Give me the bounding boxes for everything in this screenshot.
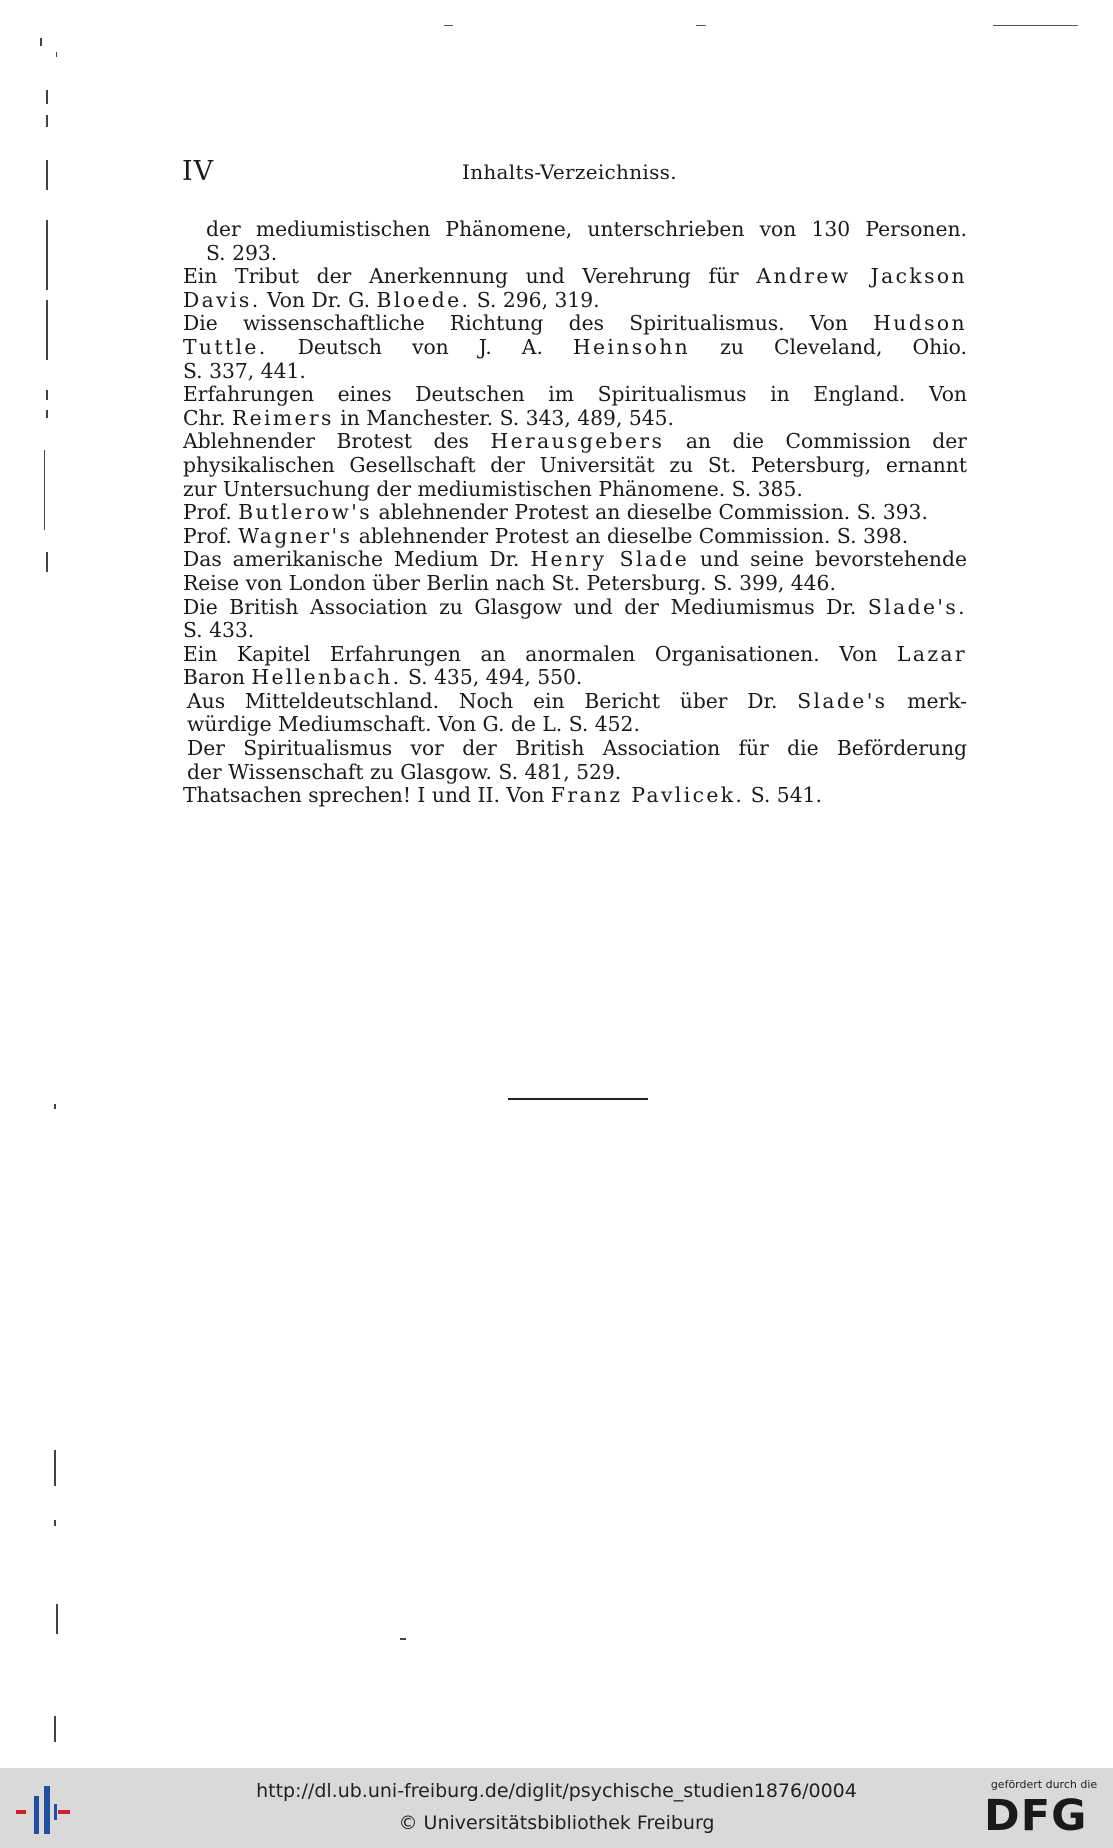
toc-text: S. 541. — [744, 783, 822, 808]
toc-line — [183, 594, 967, 620]
toc-text: der mediumistischen Phänomene, unterschrieben von 130 Personen. — [206, 217, 967, 241]
toc-text: Von Dr. G. — [260, 287, 377, 312]
toc-line — [183, 358, 967, 384]
footer-url[interactable]: http://dl.ub.uni-freiburg.de/diglit/psychische_studien1876/0004 — [256, 1780, 857, 1802]
toc-text: in Manchester. S. 343, 489, 545. — [333, 405, 674, 430]
scan-mark — [44, 450, 45, 530]
toc-text: S. 433. — [183, 618, 255, 643]
footer-bar — [0, 1768, 1113, 1848]
spaced-name: Slade's. — [867, 594, 967, 619]
scan-mark — [46, 552, 48, 572]
toc-text: Reise von London über Berlin nach St. Petersburg. S. 399, 446. — [183, 570, 836, 595]
toc-text: Die wissenschaftliche Richtung des Spiritualismus. Von — [183, 311, 874, 336]
toc-line — [183, 476, 967, 502]
running-title: Inhalts-Verzeichniss. — [462, 160, 677, 184]
toc-line — [183, 429, 967, 454]
scan-mark — [56, 52, 57, 57]
scan-mark — [54, 1716, 56, 1742]
toc-text: Das amerikanische Medium Dr. — [183, 547, 531, 572]
toc-text: Erfahrungen eines Deutschen im Spiritualismus in England. Von — [183, 382, 967, 407]
toc-text: Ein Tribut der Anerkennung und Verehrung für — [183, 264, 757, 289]
toc-entry — [183, 525, 967, 549]
spaced-name: Slade's — [797, 688, 888, 713]
spaced-name: Andrew Jackson — [756, 264, 967, 289]
toc-line — [183, 500, 967, 525]
footer-copyright: © Universitätsbibliothek Freiburg — [398, 1812, 715, 1834]
toc-text: zur Untersuchung der mediumistischen Phänomene. S. 385. — [183, 476, 803, 501]
spaced-name: Lazar — [896, 641, 967, 666]
toc-text: Thatsachen sprechen! I und II. Von — [183, 783, 551, 808]
scan-mark — [54, 1104, 56, 1109]
scan-mark — [46, 115, 48, 127]
toc-text: Deutsch von J. A. — [267, 334, 573, 359]
scan-mark — [46, 300, 48, 360]
toc-entry — [183, 784, 967, 808]
table-of-contents — [183, 218, 967, 808]
toc-line — [183, 641, 967, 667]
spaced-name: Hudson — [873, 311, 967, 336]
toc-text: Baron — [183, 665, 252, 690]
spaced-name: Reimers — [231, 405, 334, 430]
page-number: IV — [182, 156, 215, 187]
toc-entry — [183, 218, 967, 265]
toc-text: Der Spiritualismus vor der British Association für die Beförderung — [187, 736, 967, 761]
spaced-name: Herausgebers — [490, 429, 665, 454]
toc-text: Chr. — [183, 405, 232, 430]
scan-mark — [46, 160, 48, 190]
toc-text: der Wissenschaft zu Glasgow. S. 481, 529. — [187, 759, 622, 784]
scan-mark — [40, 38, 42, 46]
toc-line — [183, 405, 967, 431]
top-rule — [696, 25, 706, 26]
scan-mark — [56, 1604, 58, 1634]
toc-entry — [183, 501, 967, 525]
scan-mark — [54, 1520, 56, 1526]
top-rule — [444, 25, 453, 26]
toc-line — [183, 287, 967, 313]
toc-text: ablehnender Protest an dieselbe Commission. S. 398. — [352, 523, 909, 548]
toc-line — [183, 783, 967, 808]
toc-text: S. 293. — [206, 240, 278, 265]
spaced-name: Wagner's — [238, 523, 353, 548]
toc-entry — [183, 383, 967, 430]
toc-line — [183, 382, 967, 407]
toc-entry — [183, 548, 967, 595]
scan-mark — [46, 90, 48, 104]
scan-mark — [46, 220, 48, 290]
toc-text: Die British Association zu Glasgow und der Mediumismus Dr. — [183, 594, 868, 619]
toc-line — [183, 311, 967, 336]
toc-line — [206, 242, 967, 266]
toc-line — [183, 570, 967, 596]
toc-line — [187, 688, 967, 714]
toc-text: S. 296, 319. — [470, 287, 600, 312]
toc-text: würdige Mediumschaft. Von G. de L. S. 452. — [187, 712, 640, 737]
toc-entry — [183, 596, 967, 643]
toc-line — [183, 665, 967, 690]
toc-line — [183, 523, 967, 549]
toc-entry — [183, 312, 967, 383]
spaced-name: Bloede. — [376, 287, 471, 312]
toc-entry — [183, 690, 967, 737]
toc-line — [183, 547, 967, 572]
spaced-name: Heinsohn — [572, 334, 691, 359]
toc-line — [187, 712, 967, 737]
toc-text: Prof. — [183, 523, 239, 548]
toc-text: S. 435, 494, 550. — [401, 665, 583, 690]
scan-mark — [46, 390, 48, 400]
spaced-name: Butlerow's — [238, 500, 373, 525]
toc-entry — [183, 430, 967, 501]
toc-text: ablehnender Protest an dieselbe Commission. S. 393. — [372, 500, 928, 525]
toc-text: Prof. — [183, 500, 239, 525]
dfg-tagline: gefördert durch die — [990, 1778, 1098, 1791]
dfg-logo-icon — [982, 1778, 1106, 1842]
toc-text: an die Commission der — [664, 429, 967, 454]
scan-mark — [400, 1638, 406, 1640]
spaced-name: Hellenbach. — [251, 665, 402, 690]
toc-entry — [183, 737, 967, 784]
spaced-name: Franz Pavlicek. — [550, 783, 745, 808]
toc-line — [187, 736, 967, 761]
toc-text: Ein Kapitel Erfahrungen an anormalen Organisationen. Von — [183, 641, 897, 666]
toc-text: merk- — [887, 688, 967, 713]
scan-mark — [46, 410, 48, 418]
toc-text: und seine bevorstehende — [689, 547, 967, 572]
spaced-name: Tuttle. — [183, 334, 268, 359]
dfg-wordmark: DFG — [984, 1791, 1088, 1841]
toc-line — [183, 452, 967, 478]
toc-entry — [183, 643, 967, 690]
spaced-name: Davis. — [183, 287, 261, 312]
toc-text: zu Cleveland, Ohio. — [690, 334, 967, 359]
toc-entry — [183, 265, 967, 312]
top-rule — [993, 25, 1078, 26]
toc-line — [206, 218, 967, 242]
scan-mark — [54, 1450, 56, 1486]
toc-text: physikalischen Gesellschaft der Universität zu St. Petersburg, ernannt — [183, 452, 967, 477]
end-rule — [508, 1098, 648, 1100]
toc-line — [183, 618, 967, 643]
toc-text: Ablehnender Brotest des — [183, 429, 491, 454]
toc-text: Aus Mitteldeutschland. Noch ein Bericht über Dr. — [187, 688, 798, 713]
toc-line — [183, 264, 967, 289]
spaced-name: Henry Slade — [530, 547, 690, 572]
toc-line — [187, 759, 967, 785]
toc-text: S. 337, 441. — [183, 358, 306, 383]
toc-line — [183, 334, 967, 360]
